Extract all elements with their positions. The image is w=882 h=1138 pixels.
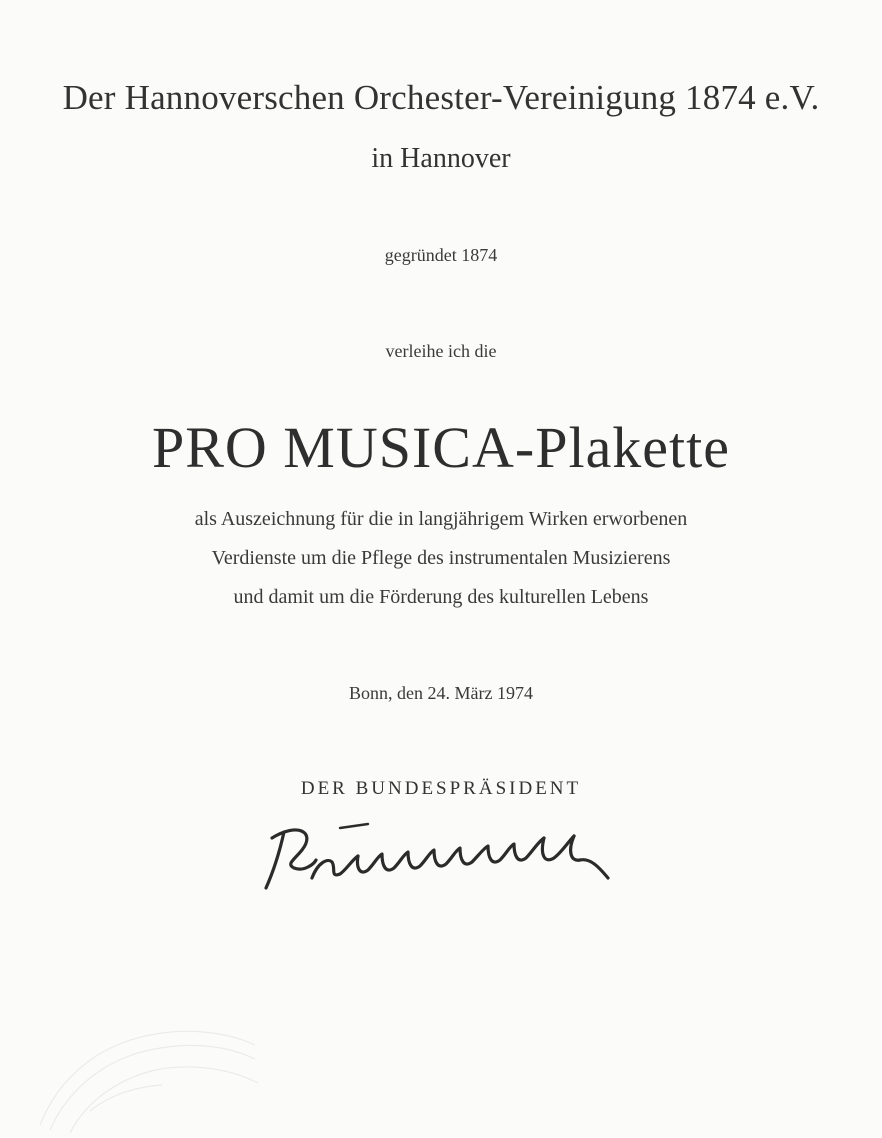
issuer-title: DER BUNDESPRÄSIDENT <box>300 778 582 799</box>
embossed-seal <box>30 985 260 1135</box>
place-date: Bonn, den 24. März 1974 <box>349 683 533 703</box>
award-title: PRO MUSICA-Plakette <box>151 415 731 480</box>
reason-line: als Auszeichnung für die in langjährigem Wirken erworbenen <box>194 508 688 530</box>
reason-line: Verdienste um die Pflege des instrumentalen Musizierens <box>211 547 671 569</box>
award-intro: verleihe ich die <box>385 341 497 361</box>
handwritten-signature <box>256 808 636 918</box>
recipient-heading: Der Hannoverschen Orchester-Vereinigung 1874 e.V. <box>62 78 820 117</box>
founded-line: gegründet 1874 <box>384 245 498 265</box>
reason-line: und damit um die Förderung des kulturellen Lebens <box>233 586 649 608</box>
recipient-city: in Hannover <box>371 143 511 174</box>
